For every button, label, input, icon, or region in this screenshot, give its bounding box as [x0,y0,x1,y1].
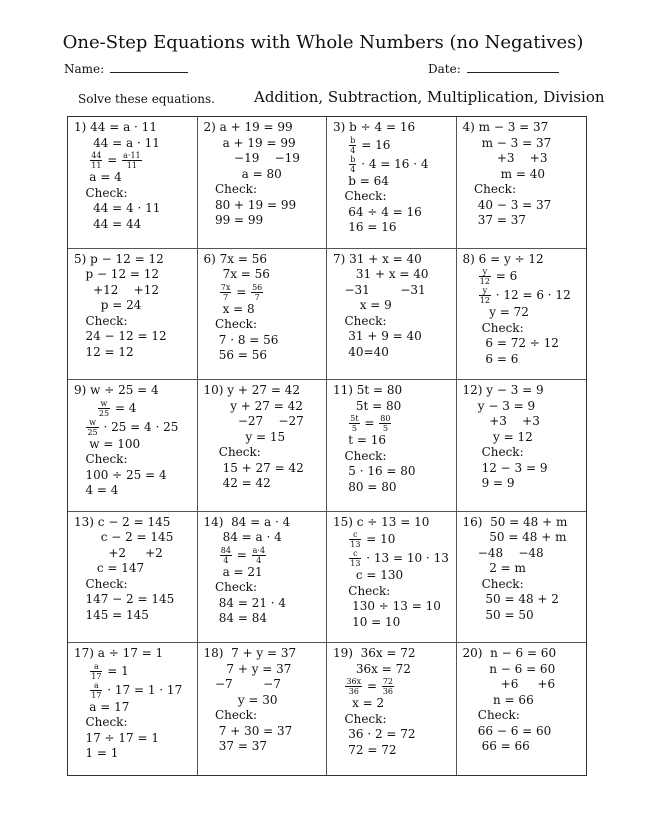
solution-step: $\frac{b}{4}$ = 16 [350,135,391,155]
problem-cell-17 [68,643,198,775]
numerator: y [479,286,491,296]
solution-step: 7 + y = 37 [203,661,292,676]
numerator: b [350,135,356,145]
problem-equation: 7) 31 + x = 40 [333,251,422,266]
solution-step: Check: [462,708,520,723]
solution-step: −31 −31 [333,282,426,297]
denominator: 4 [223,555,229,565]
problem-cell-7 [327,249,457,381]
solution-step: a = 21 [203,564,263,579]
solution-step: Check: [333,711,387,726]
problem-equation: 6) 7x = 56 [203,251,267,266]
problem-cell-4 [457,117,587,249]
name-blank[interactable] [110,62,188,73]
solution-step: Check: [333,313,387,328]
solution-step: Check: [74,576,128,591]
fraction [122,151,142,170]
solution-step: 7 · 8 = 56 [203,332,279,347]
solution-step: 40=40 [333,344,389,359]
fraction [349,414,359,433]
problem-cell-15 [327,512,457,644]
solution-step: b = 64 [333,173,389,188]
problem-cell-16 [457,512,587,644]
solution-step: $\frac{7x}{7}$ = $\frac{56}{7}$ [220,282,263,302]
solution-step: 15 + 27 = 42 [203,460,304,475]
fraction [90,662,102,681]
solution-step: 40 − 3 = 37 [462,197,552,212]
name-label: Name: [64,62,105,76]
problem-cell-11 [327,380,457,512]
solution-step: w = 100 [74,436,141,451]
fraction [90,681,102,700]
solution-step: y = 72 [462,305,529,320]
solution-step: 80 + 19 = 99 [203,197,297,212]
solution-step: a + 19 = 99 [203,135,296,150]
solution-step: Check: [74,313,128,328]
fraction [479,286,491,305]
denominator: 4 [256,555,262,565]
solution-step: a = 17 [74,699,130,714]
solution-step: +3 +3 [462,414,540,429]
solution-step: c = 147 [74,561,145,576]
solution-step: c − 2 = 145 [74,530,174,545]
solution-step: 50 = 48 + 2 [462,592,559,607]
solution-step: 10 = 10 [333,614,401,629]
solution-step: 31 + 9 = 40 [333,329,422,344]
problem-cell-6 [198,249,328,381]
solution-step: −7 −7 [203,677,281,692]
solution-step: n − 6 = 60 [462,661,556,676]
solution-step: 84 = 84 [203,611,267,626]
fraction [479,267,491,286]
solution-step: 145 = 145 [74,607,149,622]
solution-step: p = 24 [74,298,142,313]
fraction [349,530,361,549]
solution-step: Check: [203,445,261,460]
numerator: a·4 [252,545,266,555]
denominator: 12 [479,277,490,287]
solution-step: Check: [74,452,128,467]
denominator: 36 [348,687,359,697]
solution-step: 16 = 16 [333,220,397,234]
solution-step: +3 +3 [462,151,548,165]
solution-step: y − 3 = 9 [462,398,536,413]
denominator: 5 [382,424,388,434]
problem-cell-10 [198,380,328,512]
fraction [349,136,356,155]
problem-equation: 13) c − 2 = 145 [74,514,171,529]
solution-step: x = 9 [333,298,392,313]
denominator: 12 [479,296,490,306]
problem-cell-18 [198,643,328,775]
solution-step: Check: [203,708,257,723]
solution-step: 37 = 37 [462,213,526,227]
solution-step: c = 130 [333,568,404,583]
numerator: w [86,418,98,428]
denominator: 13 [350,559,361,569]
problem-cell-20 [457,643,587,775]
solution-step: 37 = 37 [203,739,267,754]
problem-equation: 14) 84 = a · 4 [203,514,291,529]
solution-step: p − 12 = 12 [74,267,160,282]
problem-cell-9 [68,380,198,512]
denominator: 7 [254,292,260,302]
solution-step: Check: [462,320,524,335]
solution-step: y = 12 [462,429,533,444]
numerator: 5t [350,414,359,424]
solution-step: 5t = 80 [333,398,402,413]
denominator: 5 [351,424,357,434]
solution-step: t = 16 [333,433,387,448]
solution-step: Check: [203,182,257,196]
solution-step: 9 = 9 [462,476,515,491]
solution-step: Check: [333,189,387,203]
solution-step: 4 = 4 [74,483,119,498]
solution-step: Check: [333,583,391,598]
problem-equation: 8) 6 = y ÷ 12 [462,251,544,266]
problem-equation: 1) 44 = a · 11 [74,120,157,134]
solution-step: m − 3 = 37 [462,135,552,150]
solution-step: −27 −27 [203,414,304,429]
numerator: b [350,154,356,164]
numerator: a [90,662,102,672]
fraction [349,155,356,174]
solution-step: Check: [203,317,257,332]
solution-step: Check: [462,576,524,591]
numerator: 84 [220,545,231,555]
solution-step: 7 + 30 = 37 [203,723,293,738]
solution-step: 6 = 6 [462,351,519,366]
solution-step: $\frac{w}{25}$ = 4 [98,398,137,418]
solution-step: Check: [462,445,524,460]
fraction [345,677,362,696]
solution-step: 44 = a · 11 [74,135,160,150]
problem-equation: 15) c ÷ 13 = 10 [333,514,430,529]
solution-step: 72 = 72 [333,742,397,757]
fraction [379,414,391,433]
fraction [349,549,361,568]
solution-step: $\frac{36x}{36}$ = $\frac{72}{36}$ [346,677,394,697]
solution-step: y = 30 [203,692,278,707]
solution-step: −19 −19 [203,151,300,165]
problem-equation: 4) m − 3 = 37 [462,120,549,134]
solution-step: $\frac{y}{12}$ = 6 [479,267,518,287]
fraction [98,399,110,418]
solution-step: 36x = 72 [333,661,411,676]
solution-step: 50 = 48 + m [462,530,567,545]
solution-step: x = 8 [203,301,255,316]
numerator: c [349,530,361,540]
solution-step: $\frac{a}{17}$ = 1 [91,661,129,681]
solution-step: y = 15 [203,429,286,444]
solution-step: 1 = 1 [74,746,119,761]
solution-step: $\frac{a}{17}$ · 17 = 1 · 17 [91,680,183,700]
solution-step: a = 4 [74,170,122,184]
solution-step: 17 ÷ 17 = 1 [74,730,159,745]
problem-cell-1 [68,117,198,249]
numerator: 36x [346,677,362,687]
solution-step: 24 − 12 = 12 [74,329,167,344]
solution-step: 5 · 16 = 80 [333,464,416,479]
solution-step: y + 27 = 42 [203,398,303,413]
solution-step: m = 40 [462,166,545,181]
solution-step: x = 2 [333,696,385,711]
problem-cell-19 [327,643,457,775]
solution-step: $\frac{b}{4}$ · 4 = 16 · 4 [350,154,429,174]
numerator: 7x [220,282,231,292]
denominator: 13 [350,540,361,550]
solution-step: 66 = 66 [462,739,530,754]
problem-cell-3 [327,117,457,249]
problem-cell-2 [198,117,328,249]
denominator: 4 [350,145,356,155]
solution-step: 80 = 80 [333,479,397,494]
solution-step: +12 +12 [74,282,159,297]
problem-equation: 5) p − 12 = 12 [74,251,164,266]
denominator: 4 [350,164,356,174]
numerator: w [98,399,110,409]
solution-step: 42 = 42 [203,476,271,491]
solution-step: 12 − 3 = 9 [462,460,548,475]
solution-step: 6 = 72 ÷ 12 [462,336,559,351]
solution-step: 100 ÷ 25 = 4 [74,467,167,482]
problem-equation: 11) 5t = 80 [333,383,403,398]
solution-step: $\frac{84}{4}$ = $\frac{a\cdot 4}{4}$ [220,545,266,565]
solution-step: 2 = m [462,561,526,576]
denominator: 25 [87,427,98,437]
solution-step: 44 = 44 [74,216,142,231]
solution-step: $\frac{c}{13}$ = 10 [350,530,396,550]
problem-cell-12 [457,380,587,512]
numerator: 44 [91,151,102,160]
solution-step: $\frac{w}{25}$ · 25 = 4 · 25 [87,417,179,437]
problem-equation: 20) n − 6 = 60 [462,646,557,661]
fraction [90,151,102,170]
numerator: a [90,681,102,691]
problem-equation: 16) 50 = 48 + m [462,514,568,529]
topics-heading: Addition, Subtraction, Multiplication, Division [254,88,605,106]
name-field [64,62,188,76]
denominator: 11 [126,161,137,170]
solution-step: 50 = 50 [462,607,534,622]
problem-cell-5 [68,249,198,381]
instructions: Solve these equations. [78,92,215,106]
page-title: One-Step Equations with Whole Numbers (no Negatives) [62,32,584,53]
date-field [428,62,559,76]
problem-equation: 10) y + 27 = 42 [203,383,300,398]
denominator: 17 [91,690,102,700]
solution-step: −48 −48 [462,545,544,560]
denominator: 25 [98,408,110,418]
denominator: 11 [91,161,102,170]
solution-step: $\frac{c}{13}$ · 13 = 10 · 13 [350,549,449,569]
solution-step: 7x = 56 [203,267,270,282]
numerator: a·11 [123,151,141,160]
solution-step: Check: [462,182,516,196]
solution-step: $\frac{44}{11}$ = $\frac{a\cdot 11}{11}$ [91,151,141,170]
fraction [86,418,98,437]
solution-step: 147 − 2 = 145 [74,592,175,607]
numerator: c [349,549,361,559]
problem-grid [67,116,587,776]
numerator: 80 [380,414,391,424]
solution-step: +6 +6 [462,677,556,692]
fraction [382,677,394,696]
solution-step: 12 = 12 [74,344,134,359]
fraction [251,283,263,302]
solution-step: +2 +2 [74,545,163,560]
problem-cell-8 [457,249,587,381]
problem-equation: 12) y − 3 = 9 [462,383,544,398]
solution-step: $\frac{y}{12}$ · 12 = 6 · 12 [479,286,571,306]
problem-equation: 18) 7 + y = 37 [203,646,297,661]
fraction [252,546,266,565]
solution-step: Check: [203,580,257,595]
problem-equation: 2) a + 19 = 99 [203,120,293,134]
problem-cell-13 [68,512,198,644]
solution-step: 44 = 4 · 11 [74,201,161,215]
denominator: 36 [382,687,394,697]
solution-step: 64 ÷ 4 = 16 [333,204,422,219]
problem-equation: 3) b ÷ 4 = 16 [333,120,416,134]
fraction [220,283,232,302]
solution-step: Check: [74,715,128,730]
solution-step: 66 − 6 = 60 [462,723,552,738]
denominator: 7 [223,292,229,302]
problem-equation: 9) w ÷ 25 = 4 [74,383,159,398]
problem-equation: 17) a ÷ 17 = 1 [74,646,164,661]
solution-step: 56 = 56 [203,348,267,363]
solution-step: 130 ÷ 13 = 10 [333,599,441,614]
solution-step: 84 = a · 4 [203,530,282,545]
solution-step: 99 = 99 [203,213,264,227]
numerator: 56 [252,282,263,292]
numerator: y [479,267,491,277]
date-blank[interactable] [467,62,559,73]
solution-step: 36 · 2 = 72 [333,727,416,742]
numerator: 72 [382,677,394,687]
solution-step: $\frac{5t}{5}$ = $\frac{80}{5}$ [350,414,391,434]
solution-step: Check: [74,185,128,200]
solution-step: 31 + x = 40 [333,267,429,282]
solution-step: Check: [333,448,387,463]
problem-equation: 19) 36x = 72 [333,646,416,661]
date-label: Date: [428,62,461,76]
problem-cell-14 [198,512,328,644]
solution-step: n = 66 [462,692,534,707]
fraction [220,546,232,565]
solution-step: 84 = 21 · 4 [203,595,287,610]
solution-step: a = 80 [203,166,282,181]
denominator: 17 [91,671,102,681]
